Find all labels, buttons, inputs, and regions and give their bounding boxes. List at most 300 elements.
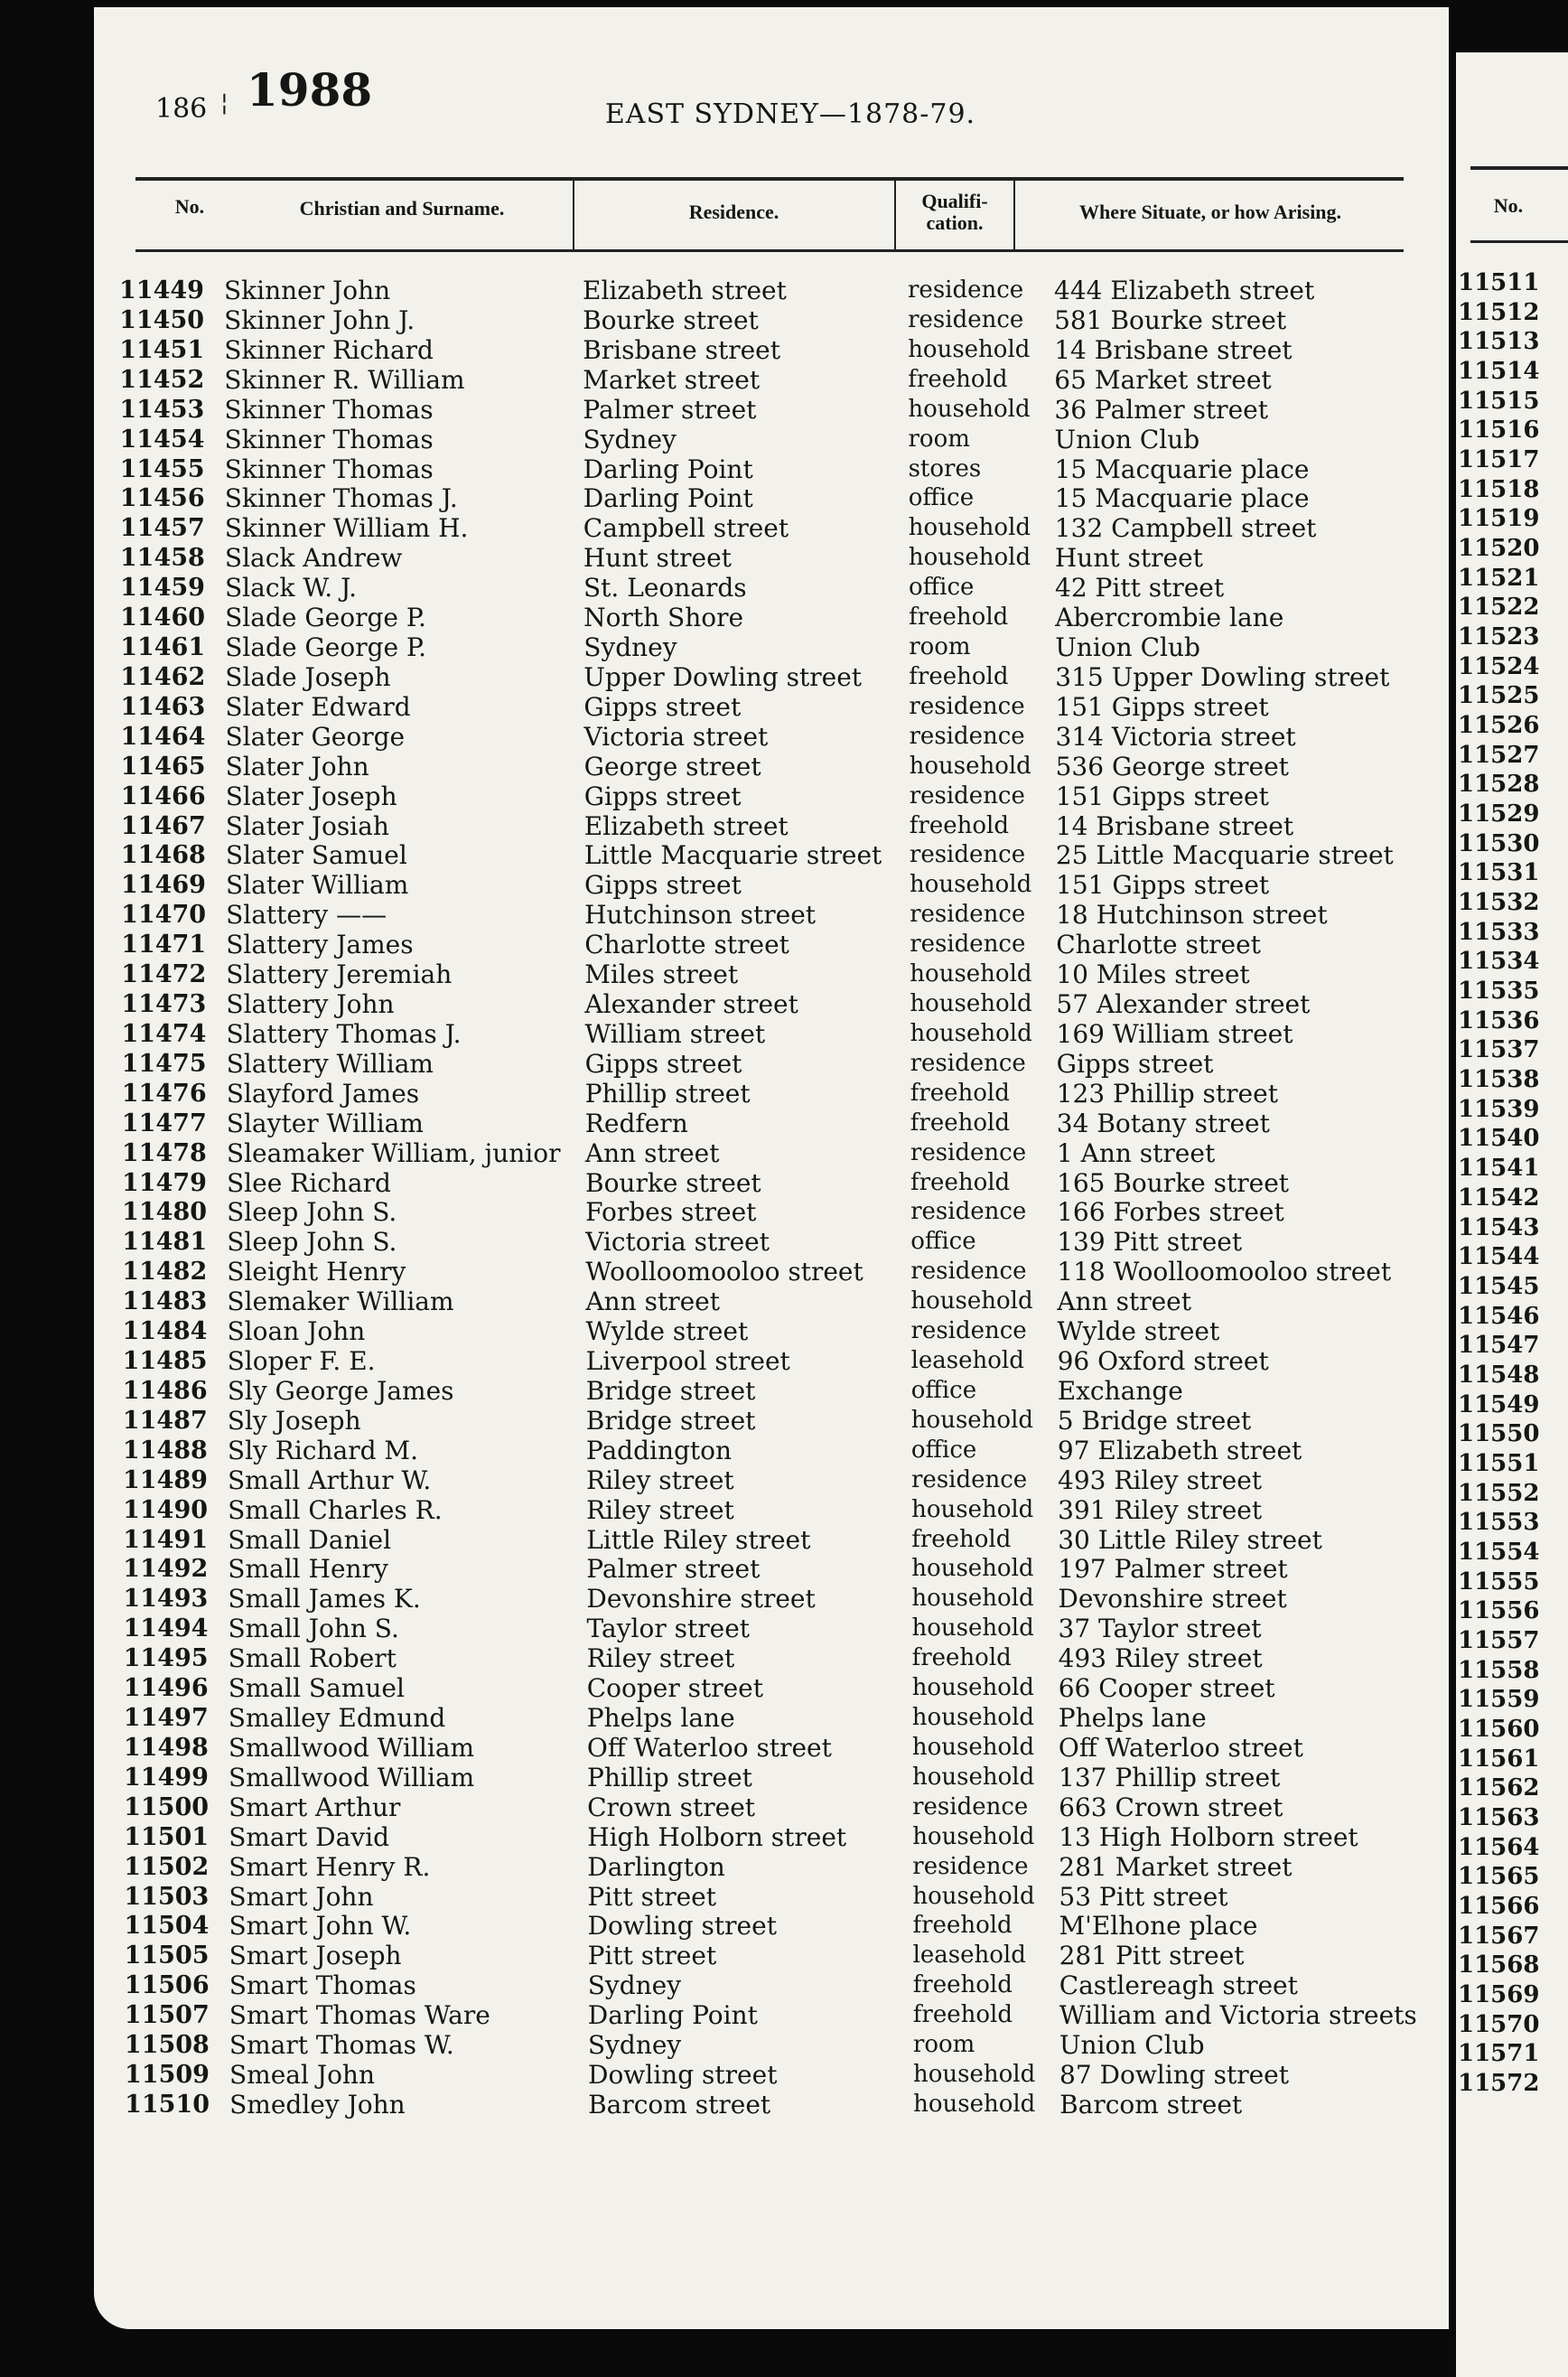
entry-where: 118 Woolloomooloo street — [1057, 1257, 1392, 1287]
entry-residence: Hunt street — [583, 543, 732, 574]
entry-qualification: household — [909, 752, 1031, 780]
facing-entry-number: 11519 — [1458, 505, 1540, 533]
entry-where: 151 Gipps street — [1056, 870, 1270, 901]
entry-residence: Palmer street — [583, 394, 757, 425]
entry-where: Hunt street — [1054, 543, 1203, 574]
entry-residence: Off Waterloo street — [586, 1732, 832, 1763]
entry-qualification: freehold — [912, 1912, 1013, 1940]
column-header-qualification — [898, 191, 1012, 234]
entry-number: 11472 — [121, 960, 207, 989]
facing-entry-number: 11536 — [1458, 1006, 1540, 1034]
column-header-residence: Residence. — [688, 201, 779, 223]
entry-name: Sleamaker William, junior — [226, 1137, 561, 1168]
entry-where: 314 Victoria street — [1055, 721, 1296, 752]
entry-number: 11456 — [119, 484, 205, 513]
entry-qualification: residence — [911, 1465, 1028, 1493]
entry-name: Smart John W. — [229, 1911, 412, 1942]
facing-entry-number: 11551 — [1458, 1449, 1540, 1477]
entry-residence: Elizabeth street — [583, 810, 789, 841]
facing-entry-number: 11568 — [1458, 1951, 1540, 1979]
entry-where: 97 Elizabeth street — [1057, 1435, 1302, 1465]
entry-qualification: residence — [912, 1792, 1029, 1820]
entry-where: Union Club — [1054, 424, 1200, 454]
facing-entry-number: 11532 — [1458, 889, 1540, 917]
facing-entry-number: 11563 — [1458, 1803, 1540, 1831]
entry-name: Slee Richard — [227, 1167, 391, 1198]
entry-name: Slemaker William — [227, 1287, 454, 1317]
entry-number: 11492 — [123, 1555, 209, 1584]
entry-qualification: residence — [912, 1852, 1029, 1880]
entry-residence: Upper Dowling street — [583, 661, 863, 692]
column-header-qualification-line2: cation. — [926, 211, 984, 234]
entry-name: Skinner Richard — [224, 334, 434, 365]
header-top-rule — [135, 177, 1404, 181]
entry-name: Skinner Thomas — [224, 394, 434, 425]
entry-where: 663 Crown street — [1059, 1792, 1283, 1822]
entry-name: Small Daniel — [228, 1524, 392, 1555]
entry-qualification: household — [910, 960, 1032, 988]
entry-number: 11510 — [125, 2091, 210, 2119]
entry-residence: Brisbane street — [583, 334, 780, 365]
facing-entry-number: 11557 — [1458, 1626, 1540, 1654]
entry-residence: Miles street — [584, 959, 739, 990]
entry-number: 11457 — [119, 514, 205, 543]
entry-where: 166 Forbes street — [1057, 1197, 1284, 1228]
entry-residence: Taylor street — [586, 1614, 751, 1644]
entry-residence: Palmer street — [586, 1554, 761, 1585]
entry-where: 36 Palmer street — [1054, 394, 1268, 425]
entry-number: 11462 — [120, 662, 206, 691]
entry-qualification: freehold — [910, 1109, 1010, 1137]
facing-entry-number: 11572 — [1458, 2070, 1540, 2097]
entry-where: 493 Riley street — [1058, 1465, 1263, 1495]
entry-number: 11452 — [119, 365, 205, 394]
entry-number: 11500 — [124, 1792, 210, 1821]
entry-residence: Alexander street — [584, 989, 798, 1020]
entry-number: 11458 — [119, 544, 205, 573]
facing-entry-number: 11556 — [1458, 1597, 1540, 1625]
entry-qualification: residence — [910, 1138, 1027, 1166]
entry-name: Slattery Thomas J. — [226, 1018, 462, 1049]
entry-name: Slattery John — [226, 989, 395, 1020]
entry-qualification: household — [908, 514, 1031, 542]
entry-number: 11503 — [124, 1882, 210, 1911]
entry-where: Gipps street — [1056, 1048, 1214, 1079]
column-divider — [1013, 181, 1015, 249]
entry-name: Smart Thomas — [229, 1970, 416, 2001]
entry-where: 137 Phillip street — [1059, 1762, 1281, 1792]
entry-residence: Riley street — [586, 1494, 734, 1525]
column-header-no: No. — [174, 195, 205, 218]
entry-qualification: freehold — [911, 1644, 1012, 1672]
entry-where: 25 Little Macquarie street — [1055, 840, 1394, 871]
facing-entry-number: 11524 — [1458, 652, 1540, 680]
entry-name: Slade Joseph — [225, 661, 391, 692]
entry-name: Smart Henry R. — [229, 1851, 431, 1882]
entry-where: 15 Macquarie place — [1054, 454, 1310, 484]
facing-entry-number: 11565 — [1458, 1863, 1540, 1891]
entry-where: Abercrombie lane — [1055, 603, 1284, 633]
facing-header-bottom-rule — [1470, 240, 1568, 243]
entry-number: 11485 — [122, 1347, 208, 1376]
entry-qualification: freehold — [910, 1168, 1011, 1196]
entry-residence: Sydney — [587, 2030, 682, 2061]
entry-where: Union Club — [1059, 2030, 1205, 2061]
entry-where: Devonshire street — [1058, 1584, 1287, 1614]
entry-name: Slade George P. — [225, 632, 427, 663]
entry-where: 123 Phillip street — [1056, 1078, 1278, 1109]
entry-name: Smart Joseph — [229, 1941, 402, 1971]
entry-number: 11507 — [124, 2001, 210, 2030]
entry-number: 11501 — [124, 1822, 210, 1851]
entry-where: 65 Market street — [1054, 364, 1272, 395]
facing-entry-number: 11539 — [1458, 1095, 1540, 1123]
entry-qualification: household — [912, 1822, 1035, 1850]
entry-residence: Bourke street — [583, 304, 759, 335]
entry-name: Smallwood William — [229, 1762, 475, 1792]
entry-residence: High Holborn street — [587, 1821, 847, 1852]
header-bottom-rule — [135, 249, 1404, 252]
entry-residence: Liverpool street — [585, 1346, 790, 1377]
entry-number: 11464 — [120, 722, 206, 751]
entry-qualification: residence — [910, 1258, 1027, 1286]
entry-number: 11479 — [122, 1168, 207, 1197]
entry-number: 11505 — [124, 1942, 210, 1970]
entry-where: Castlereagh street — [1059, 1970, 1298, 2001]
entry-name: Skinner John J. — [224, 304, 415, 335]
entry-name: Smalley Edmund — [228, 1703, 446, 1734]
entry-where: 15 Macquarie place — [1054, 483, 1310, 514]
entry-number: 11469 — [121, 871, 206, 900]
entry-residence: Darling Point — [583, 454, 753, 484]
entry-qualification: residence — [910, 931, 1026, 959]
entry-where: Off Waterloo street — [1058, 1732, 1303, 1763]
entry-qualification: household — [910, 1019, 1032, 1047]
entry-number: 11489 — [123, 1465, 208, 1494]
entry-number: 11491 — [123, 1525, 209, 1554]
entry-name: Skinner William H. — [224, 513, 469, 544]
entry-where: 53 Pitt street — [1059, 1881, 1228, 1912]
entry-number: 11488 — [122, 1436, 208, 1465]
entry-where: 169 William street — [1056, 1018, 1293, 1049]
entry-where: 96 Oxford street — [1057, 1346, 1269, 1377]
entry-name: Small John S. — [228, 1614, 399, 1644]
entry-number: 11484 — [122, 1317, 208, 1346]
facing-entry-number: 11526 — [1458, 712, 1540, 740]
entry-residence: Bridge street — [585, 1405, 756, 1436]
entry-name: Slattery James — [226, 930, 414, 960]
entry-residence: Riley street — [586, 1465, 734, 1495]
entry-number: 11494 — [123, 1614, 209, 1643]
entry-residence: Riley street — [586, 1643, 735, 1674]
entry-qualification: freehold — [912, 2001, 1013, 2029]
entry-residence: Wylde street — [585, 1316, 749, 1347]
entry-where: 132 Campbell street — [1054, 513, 1317, 544]
facing-entry-number: 11564 — [1458, 1833, 1540, 1861]
column-divider — [894, 181, 896, 249]
entry-qualification: stores — [908, 454, 982, 482]
entry-residence: Phillip street — [584, 1078, 751, 1109]
entry-name: Slater Edward — [225, 691, 411, 722]
entry-where: 151 Gipps street — [1055, 691, 1269, 722]
facing-entry-number: 11530 — [1458, 829, 1540, 857]
entry-number: 11487 — [122, 1406, 208, 1435]
entry-number: 11508 — [124, 2031, 210, 2060]
entry-where: 18 Hutchinson street — [1056, 900, 1328, 931]
entry-residence: Redfern — [584, 1108, 688, 1138]
entry-residence: Phillip street — [587, 1762, 752, 1792]
entry-number: 11460 — [120, 604, 206, 632]
entry-qualification: household — [911, 1733, 1035, 1761]
column-header-name: Christian and Surname. — [299, 197, 505, 220]
facing-entry-number: 11520 — [1458, 535, 1540, 563]
entry-name: Skinner Thomas J. — [224, 483, 458, 514]
entry-number: 11506 — [124, 1971, 210, 2000]
entry-name: Smart David — [229, 1821, 389, 1852]
entry-number: 11468 — [120, 841, 206, 870]
entry-name: Slack Andrew — [224, 543, 403, 574]
entry-name: Slater Joseph — [225, 781, 397, 811]
entry-where: 87 Dowling street — [1059, 2060, 1289, 2091]
entry-name: Skinner Thomas — [224, 424, 434, 454]
facing-entry-number: 11548 — [1458, 1361, 1540, 1389]
entry-name: Smedley John — [229, 2090, 406, 2120]
entry-qualification: residence — [909, 781, 1025, 809]
entry-name: Sleep John S. — [227, 1197, 397, 1228]
entry-where: 13 High Holborn street — [1059, 1821, 1358, 1852]
facing-entry-number: 11522 — [1458, 594, 1540, 622]
entry-name: Smart Thomas W. — [229, 2030, 454, 2061]
facing-entry-number: 11549 — [1458, 1390, 1540, 1418]
entry-qualification: household — [910, 990, 1032, 1018]
entry-qualification: household — [910, 871, 1032, 899]
entry-qualification: freehold — [912, 1971, 1013, 1999]
entry-qualification: household — [908, 544, 1031, 572]
entry-name: Small Henry — [228, 1554, 388, 1585]
entry-number: 11486 — [122, 1376, 208, 1405]
page-number: 186 — [155, 93, 208, 125]
facing-entry-number: 11534 — [1458, 948, 1540, 976]
entry-residence: Sydney — [587, 1970, 682, 2001]
entry-residence: Little Riley street — [586, 1524, 811, 1555]
entry-qualification: freehold — [909, 662, 1009, 690]
facing-entry-number: 11542 — [1458, 1184, 1540, 1212]
entry-residence: Ann street — [584, 1137, 720, 1168]
facing-entry-number: 11516 — [1458, 416, 1540, 445]
entry-residence: Forbes street — [585, 1197, 757, 1228]
entry-number: 11471 — [121, 931, 207, 959]
entry-qualification: freehold — [908, 365, 1008, 393]
entry-qualification: household — [911, 1495, 1034, 1523]
facing-entry-number: 11562 — [1458, 1774, 1540, 1802]
facing-entry-number: 11535 — [1458, 978, 1540, 1006]
entry-where: 42 Pitt street — [1055, 573, 1225, 604]
facing-entry-number: 11554 — [1458, 1538, 1540, 1566]
entry-where: 281 Pitt street — [1059, 1941, 1245, 1971]
entry-residence: Sydney — [583, 632, 677, 663]
entry-number: 11449 — [119, 276, 204, 304]
facing-entry-number: 11511 — [1458, 269, 1540, 296]
entry-name: Sly Richard M. — [227, 1435, 418, 1465]
entry-qualification: room — [912, 2031, 975, 2059]
entry-number: 11504 — [124, 1912, 210, 1941]
entry-residence: George street — [583, 751, 761, 781]
facing-entry-number: 11518 — [1458, 475, 1540, 503]
entry-qualification: freehold — [909, 811, 1009, 839]
facing-entry-number: 11546 — [1458, 1302, 1540, 1330]
entry-qualification: household — [913, 2091, 1036, 2118]
entry-residence: Gipps street — [584, 1048, 742, 1079]
entry-residence: Gipps street — [583, 781, 742, 811]
facing-entry-number: 11513 — [1458, 328, 1540, 356]
entry-residence: Victoria street — [585, 1227, 770, 1258]
entry-residence: Barcom street — [588, 2090, 771, 2120]
entry-qualification: residence — [910, 901, 1026, 929]
facing-entry-number: 11552 — [1458, 1479, 1540, 1507]
entry-number: 11470 — [121, 901, 207, 930]
facing-entry-number: 11515 — [1458, 387, 1540, 415]
entry-number: 11453 — [119, 395, 205, 424]
entry-where: M'Elhone place — [1059, 1911, 1258, 1942]
entry-number: 11495 — [123, 1644, 209, 1673]
entry-qualification: residence — [909, 841, 1026, 869]
entry-qualification: household — [912, 1763, 1035, 1791]
entry-qualification: office — [910, 1228, 976, 1256]
entry-residence: Dowling street — [587, 1911, 777, 1942]
entry-name: Sloper F. E. — [227, 1346, 376, 1377]
entry-where: 581 Bourke street — [1054, 304, 1287, 335]
entry-number: 11465 — [120, 752, 206, 781]
entry-qualification: residence — [910, 1198, 1027, 1226]
entry-name: Sleep John S. — [227, 1227, 397, 1258]
entry-where: 493 Riley street — [1058, 1643, 1263, 1674]
margin-mark: ¦ — [220, 89, 229, 117]
entry-number: 11499 — [124, 1763, 209, 1792]
page-title: EAST SYDNEY—1878-79. — [604, 98, 976, 130]
entry-name: Slattery —— — [226, 900, 387, 931]
entry-name: Skinner Thomas — [224, 454, 434, 484]
entry-qualification: residence — [909, 722, 1025, 750]
facing-entry-number: 11540 — [1458, 1125, 1540, 1153]
entry-where: Exchange — [1057, 1375, 1183, 1406]
facing-entry-number: 11537 — [1458, 1036, 1540, 1064]
entry-where: 315 Upper Dowling street — [1055, 661, 1390, 692]
entry-qualification: household — [908, 335, 1031, 363]
entry-number: 11497 — [123, 1704, 209, 1733]
facing-entry-number: 11525 — [1458, 682, 1540, 710]
entry-name: Smeal John — [229, 2060, 375, 2091]
entry-residence: Devonshire street — [586, 1584, 816, 1614]
entry-name: Sleight Henry — [227, 1257, 406, 1287]
facing-entry-number: 11541 — [1458, 1155, 1540, 1183]
entry-name: Small Charles R. — [228, 1494, 443, 1525]
entry-where: 536 George street — [1055, 751, 1289, 781]
facing-entry-number: 11523 — [1458, 623, 1540, 651]
entry-name: Slayford James — [226, 1078, 420, 1109]
entry-where: 281 Market street — [1059, 1851, 1293, 1882]
entry-residence: Hutchinson street — [584, 900, 817, 931]
entry-number: 11490 — [123, 1495, 209, 1524]
entry-qualification: residence — [909, 692, 1025, 720]
facing-entry-number: 11550 — [1458, 1420, 1540, 1448]
entry-name: Slattery Jeremiah — [226, 959, 453, 990]
facing-entry-number: 11569 — [1458, 1980, 1540, 2008]
entry-residence: Phelps lane — [586, 1703, 735, 1734]
entry-residence: Gipps street — [584, 870, 742, 901]
entry-number: 11480 — [122, 1198, 208, 1227]
entry-number: 11473 — [121, 990, 207, 1019]
entry-residence: Darling Point — [587, 2000, 758, 2031]
entry-qualification: residence — [908, 276, 1024, 304]
entry-where: 14 Brisbane street — [1054, 334, 1293, 365]
facing-entry-number: 11531 — [1458, 859, 1540, 887]
facing-column-header-no: No. — [1493, 194, 1524, 217]
entry-number: 11476 — [121, 1079, 207, 1108]
entry-name: Sloan John — [227, 1316, 366, 1347]
entry-number: 11493 — [123, 1585, 209, 1614]
entry-where: 444 Elizabeth street — [1054, 276, 1315, 305]
entry-residence: Elizabeth street — [583, 276, 787, 305]
entry-name: Slater George — [225, 721, 406, 752]
entry-where: Union Club — [1055, 632, 1200, 663]
entry-name: Slayter William — [226, 1108, 424, 1138]
facing-entry-number: 11521 — [1458, 564, 1540, 592]
entry-where: 66 Cooper street — [1058, 1673, 1275, 1704]
facing-entry-number: 11561 — [1458, 1745, 1540, 1773]
entry-residence: Darling Point — [583, 483, 753, 514]
facing-entry-number: 11529 — [1458, 800, 1540, 828]
entry-residence: Little Macquarie street — [583, 840, 882, 871]
entry-name: Small Samuel — [228, 1673, 405, 1704]
entry-number: 11455 — [119, 454, 205, 483]
entry-qualification: leasehold — [912, 1942, 1026, 1970]
entry-qualification: household — [911, 1555, 1034, 1583]
entry-qualification: office — [910, 1376, 977, 1404]
entry-residence: Campbell street — [583, 513, 789, 544]
facing-entry-number: 11545 — [1458, 1272, 1540, 1300]
facing-entry-number: 11527 — [1458, 741, 1540, 769]
facing-entry-number: 11512 — [1458, 298, 1540, 326]
column-header-qualification-line1: Qualifi- — [921, 190, 988, 212]
entry-where: Phelps lane — [1058, 1703, 1207, 1734]
entry-where: 139 Pitt street — [1057, 1227, 1243, 1258]
entry-where: 57 Alexander street — [1056, 989, 1311, 1020]
facing-entry-number: 11570 — [1458, 2010, 1540, 2038]
entry-where: 151 Gipps street — [1055, 781, 1269, 811]
entry-number: 11502 — [124, 1852, 210, 1881]
entry-residence: Darlington — [587, 1851, 725, 1882]
entry-name: Smart Arthur — [229, 1792, 401, 1822]
entry-qualification: household — [911, 1674, 1034, 1702]
entry-where: 14 Brisbane street — [1055, 810, 1294, 841]
entry-number: 11466 — [120, 781, 206, 810]
entry-name: Smart John — [229, 1881, 374, 1912]
entry-name: Small Arthur W. — [228, 1465, 432, 1495]
entry-residence: Paddington — [585, 1435, 733, 1465]
entry-number: 11461 — [120, 633, 206, 662]
entry-name: Small James K. — [228, 1584, 421, 1614]
entry-where: 5 Bridge street — [1057, 1405, 1252, 1436]
entry-number: 11477 — [121, 1109, 207, 1137]
entry-number: 11454 — [119, 425, 205, 454]
facing-entry-number: 11558 — [1458, 1656, 1540, 1684]
entry-qualification: office — [910, 1436, 977, 1464]
entry-number: 11451 — [119, 335, 205, 364]
facing-entry-number: 11538 — [1458, 1066, 1540, 1094]
entry-number: 11450 — [119, 305, 205, 334]
entry-where: Ann street — [1057, 1287, 1191, 1317]
entry-where: 391 Riley street — [1058, 1494, 1263, 1525]
